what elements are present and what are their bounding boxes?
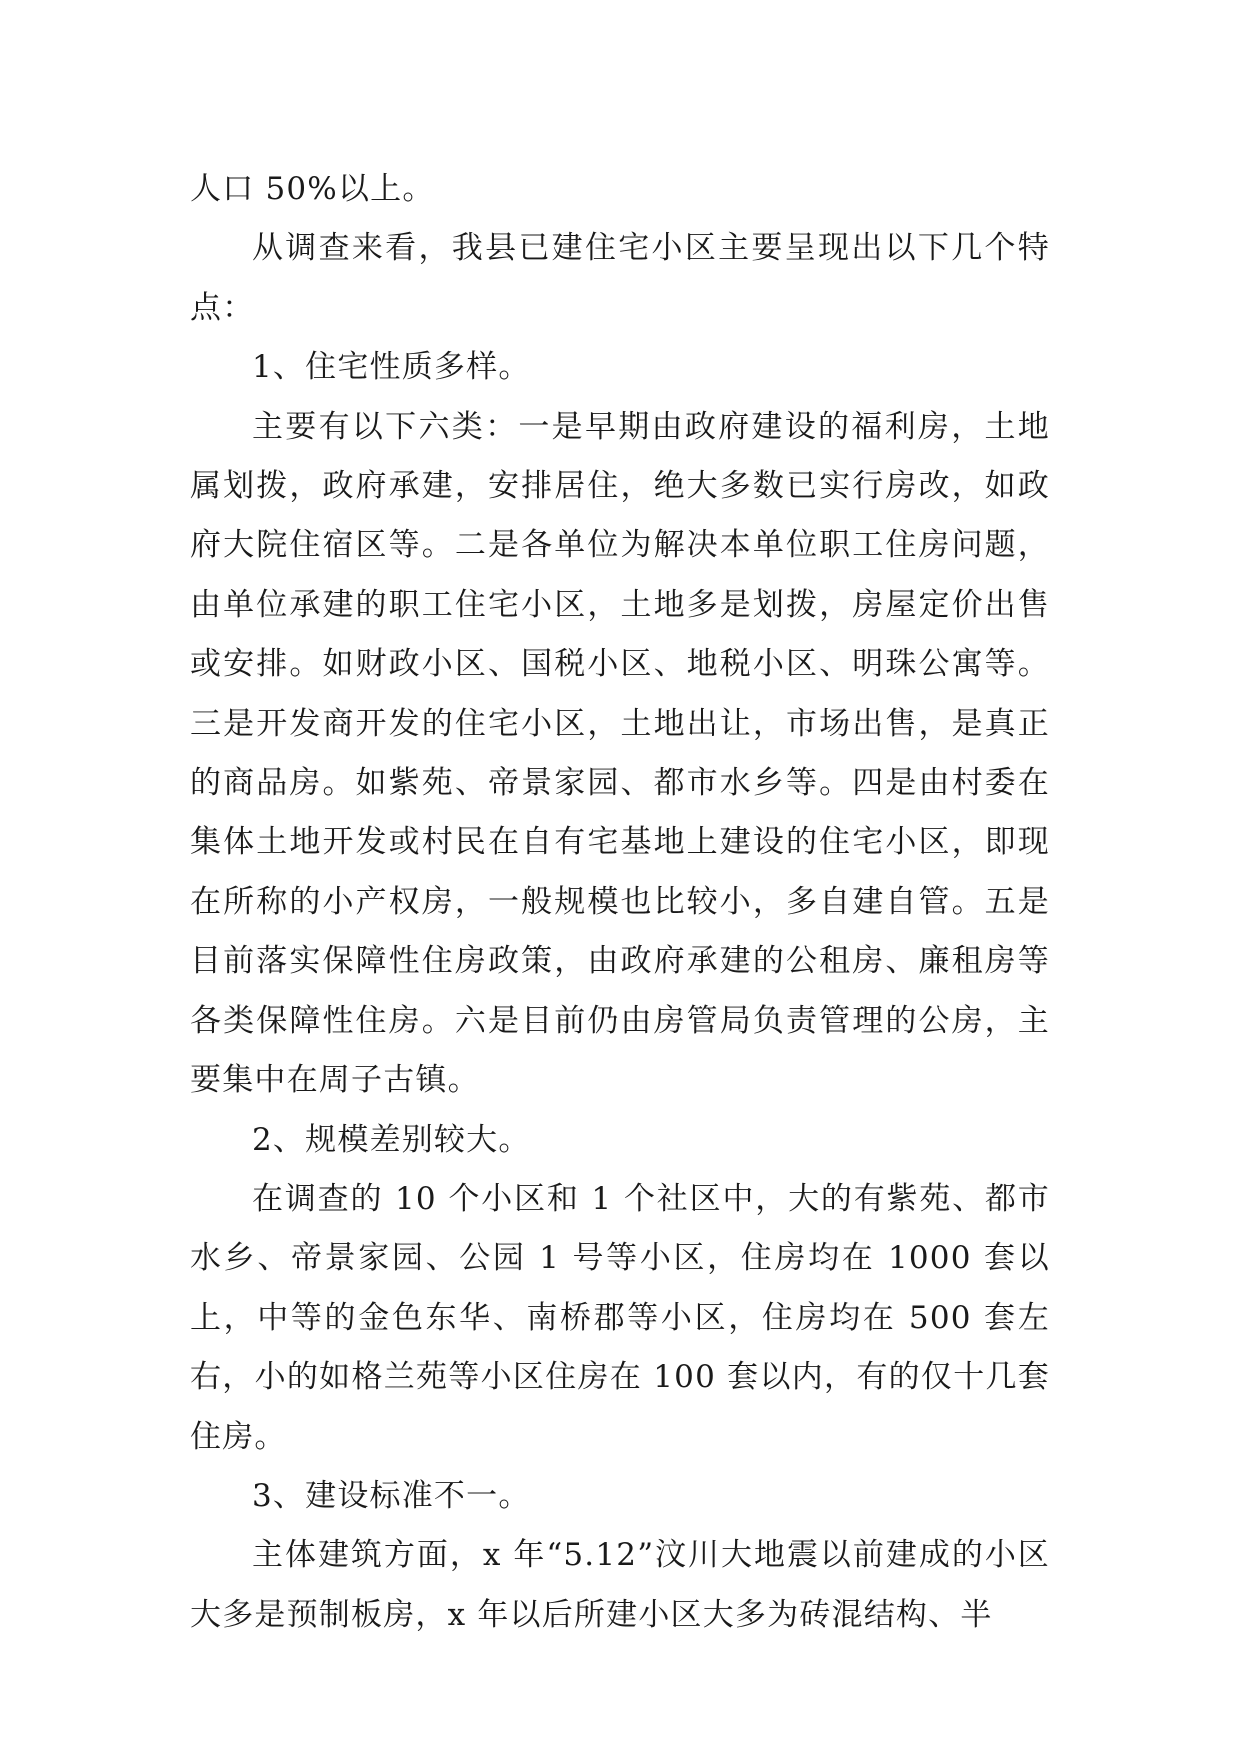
paragraph-scale-details: 在调查的 10 个小区和 1 个社区中，大的有紫苑、都市水乡、帝景家园、公园 1 号等小区，住房均在 1000 套以上，中等的金色东华、南桥郡等小区，住房均在 500 套左右，小的如格兰苑等小区住房在 100 套以内，有的仅十几套住房。 — [190, 1180, 1050, 1455]
paragraph-six-categories: 主要有以下六类：一是早期由政府建设的福利房，土地属划拨，政府承建，安排居住，绝大多数已实行房改，如政府大院住宿区等。二是各单位为解决本单位职工住房问题，由单位承建的职工住宅小区，土地多是划拨，房屋定价出售或安排。如财政小区、国税小区、地税小区、明珠公寓等。三是开发商开发的住宅小区，土地出让，市场出售，是真正的商品房。如紫苑、帝景家园、都市水乡等。四是由村委在集体土地开发或村民在自有宅基地上建设的住宅小区，即现在所称的小产权房，一般规模也比较小，多自建自管。五是目前落实保障性住房政策，由政府承建的公租房、廉租房等各类保障性住房。六是目前仍由房管局负责管理的公房，主要集中在周子古镇。 — [190, 408, 1050, 1099]
heading-construction-standards: 3、建设标准不一。 — [252, 1477, 531, 1514]
paragraph-survey-intro: 从调查来看，我县已建住宅小区主要呈现出以下几个特点： — [190, 230, 1050, 326]
heading-housing-types: 1、住宅性质多样。 — [252, 349, 531, 386]
paragraph-construction-details: 主体建筑方面，x 年“5.12”汶川大地震以前建成的小区大多是预制板房，x 年以后所建小区大多为砖混结构、半 — [190, 1537, 1050, 1633]
document-body — [190, 160, 1050, 1645]
paragraph-continuation: 人口 50%以上。 — [190, 171, 435, 207]
heading-scale-differences: 2、规模差别较大。 — [252, 1121, 531, 1158]
